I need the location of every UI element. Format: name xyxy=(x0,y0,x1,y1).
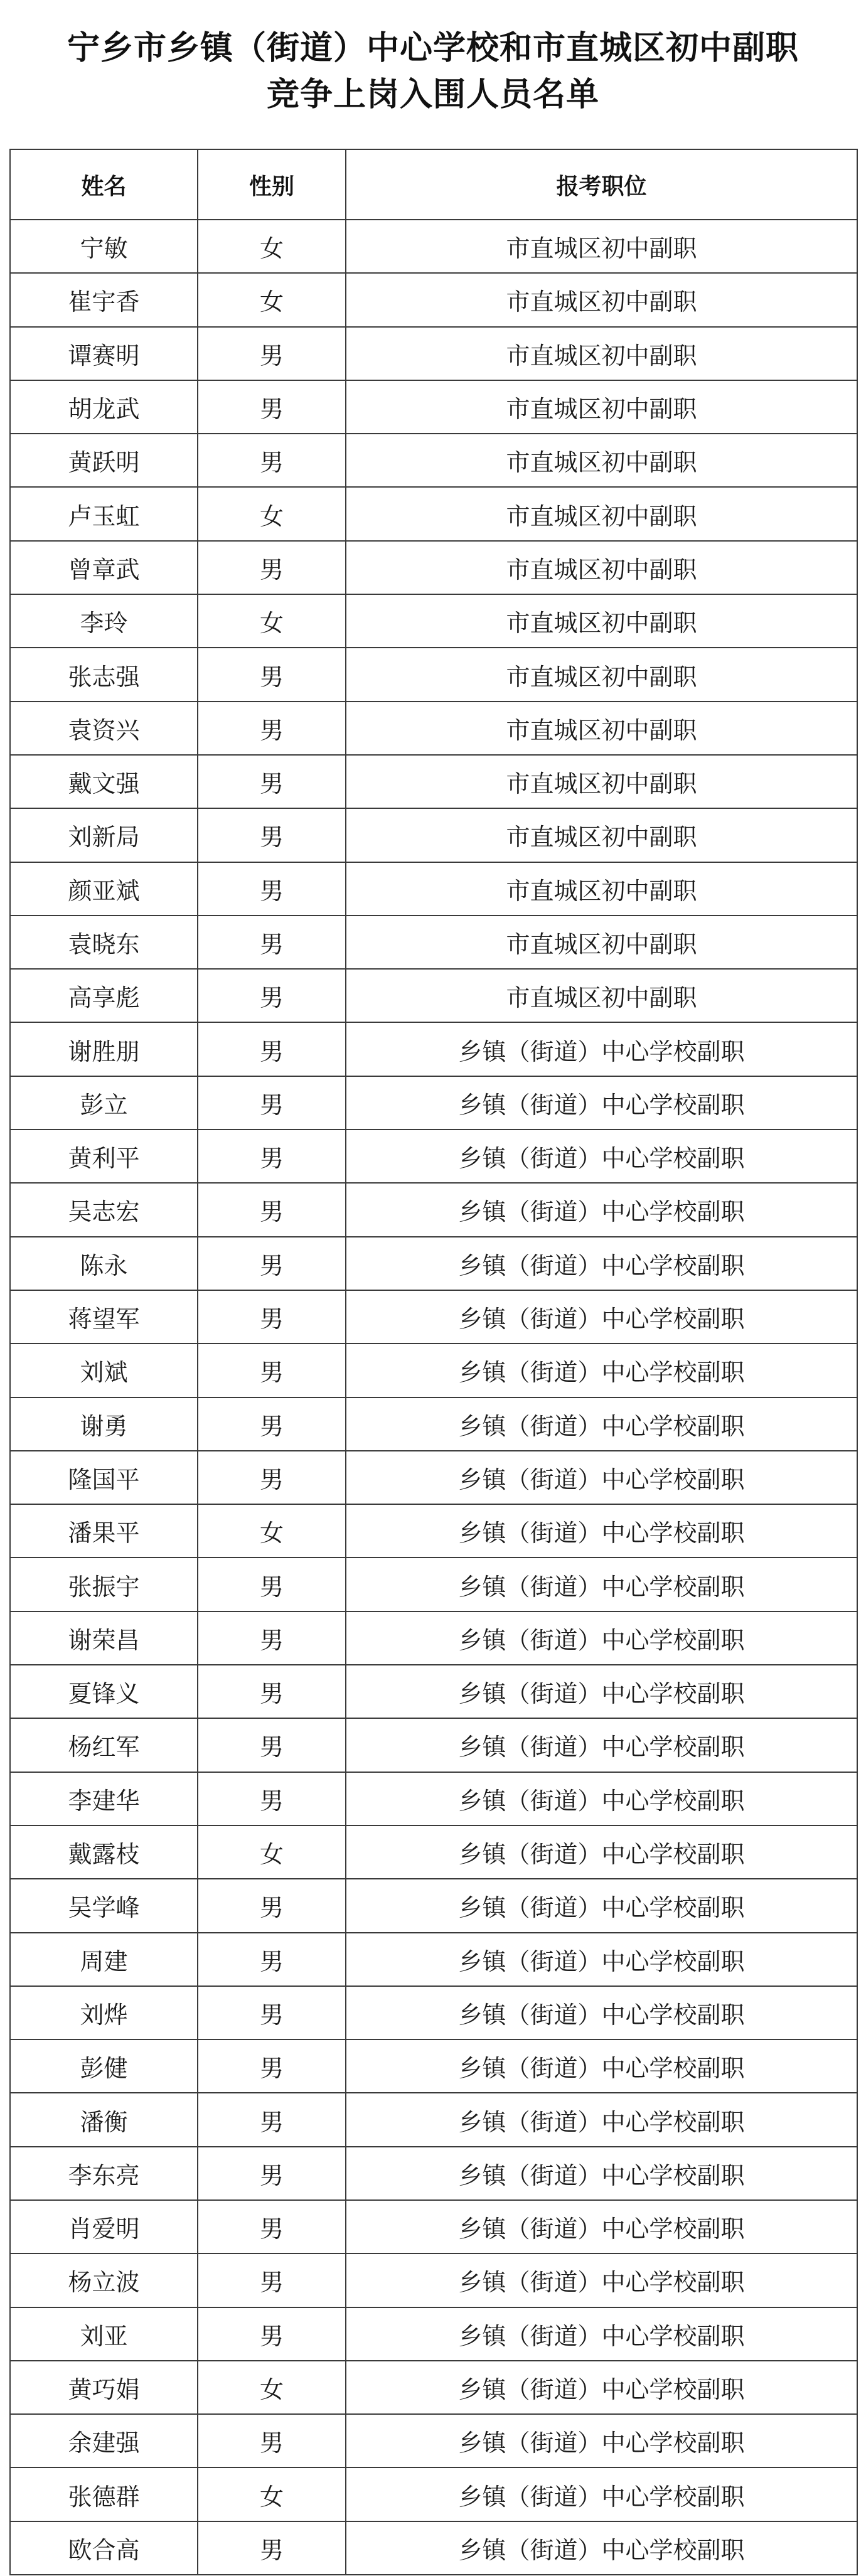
cell-name: 肖爱明 xyxy=(10,2200,198,2253)
candidate-table xyxy=(9,149,858,2575)
table-row xyxy=(10,1665,857,1718)
table-row xyxy=(10,969,857,1022)
table-row xyxy=(10,702,857,755)
cell-name: 陈永 xyxy=(10,1237,198,1290)
cell-name: 刘新局 xyxy=(10,808,198,862)
cell-position: 乡镇（街道）中心学校副职 xyxy=(346,2093,857,2146)
cell-position: 市直城区初中副职 xyxy=(346,808,857,862)
table-row xyxy=(10,1451,857,1504)
cell-name: 宁敏 xyxy=(10,220,198,273)
cell-position: 市直城区初中副职 xyxy=(346,702,857,755)
cell-position: 市直城区初中副职 xyxy=(346,380,857,434)
cell-gender: 女 xyxy=(198,487,346,540)
cell-position: 乡镇（街道）中心学校副职 xyxy=(346,1237,857,1290)
cell-gender: 男 xyxy=(198,1076,346,1130)
table-row xyxy=(10,220,857,273)
cell-position: 乡镇（街道）中心学校副职 xyxy=(346,1718,857,1772)
table-row xyxy=(10,1130,857,1183)
table-header-row xyxy=(10,149,857,220)
table-row xyxy=(10,1718,857,1772)
table-row xyxy=(10,1558,857,1611)
cell-name: 胡龙武 xyxy=(10,380,198,434)
cell-name: 高享彪 xyxy=(10,969,198,1022)
cell-name: 卢玉虹 xyxy=(10,487,198,540)
cell-gender: 女 xyxy=(198,2467,346,2521)
cell-position: 乡镇（街道）中心学校副职 xyxy=(346,1933,857,1986)
cell-name: 戴露枝 xyxy=(10,1825,198,1879)
cell-name: 袁晓东 xyxy=(10,916,198,969)
cell-name: 吴志宏 xyxy=(10,1183,198,1236)
cell-gender: 女 xyxy=(198,273,346,326)
table-row xyxy=(10,1022,857,1076)
cell-gender: 男 xyxy=(198,2414,346,2467)
cell-position: 乡镇（街道）中心学校副职 xyxy=(346,2039,857,2093)
cell-name: 谢荣昌 xyxy=(10,1611,198,1665)
cell-name: 袁资兴 xyxy=(10,702,198,755)
cell-gender: 女 xyxy=(198,220,346,273)
cell-name: 张志强 xyxy=(10,648,198,701)
cell-position: 乡镇（街道）中心学校副职 xyxy=(346,1504,857,1558)
cell-gender: 男 xyxy=(198,1986,346,2039)
cell-position: 乡镇（街道）中心学校副职 xyxy=(346,1772,857,1825)
table-row xyxy=(10,2039,857,2093)
cell-gender: 男 xyxy=(198,1130,346,1183)
cell-name: 欧合高 xyxy=(10,2521,198,2575)
cell-name: 潘衡 xyxy=(10,2093,198,2146)
cell-gender: 男 xyxy=(198,380,346,434)
cell-position: 乡镇（街道）中心学校副职 xyxy=(346,1879,857,1932)
cell-name: 曾章武 xyxy=(10,541,198,594)
cell-position: 市直城区初中副职 xyxy=(346,273,857,326)
cell-name: 黄利平 xyxy=(10,1130,198,1183)
column-header-position: 报考职位 xyxy=(346,149,857,220)
table-row xyxy=(10,648,857,701)
table-row xyxy=(10,916,857,969)
cell-gender: 男 xyxy=(198,702,346,755)
cell-gender: 男 xyxy=(198,1183,346,1236)
cell-gender: 男 xyxy=(198,2093,346,2146)
cell-gender: 男 xyxy=(198,916,346,969)
cell-name: 黄跃明 xyxy=(10,434,198,487)
cell-gender: 男 xyxy=(198,1344,346,1397)
cell-gender: 男 xyxy=(198,1451,346,1504)
table-row xyxy=(10,1772,857,1825)
cell-gender: 女 xyxy=(198,1825,346,1879)
table-row xyxy=(10,808,857,862)
cell-gender: 男 xyxy=(198,969,346,1022)
table-body xyxy=(10,220,857,2575)
table-row xyxy=(10,1237,857,1290)
cell-position: 市直城区初中副职 xyxy=(346,541,857,594)
cell-position: 乡镇（街道）中心学校副职 xyxy=(346,1183,857,1236)
table-row xyxy=(10,327,857,380)
cell-gender: 男 xyxy=(198,1665,346,1718)
cell-position: 市直城区初中副职 xyxy=(346,434,857,487)
table-row xyxy=(10,1611,857,1665)
cell-name: 刘亚 xyxy=(10,2307,198,2361)
cell-name: 余建强 xyxy=(10,2414,198,2467)
cell-name: 张德群 xyxy=(10,2467,198,2521)
cell-position: 乡镇（街道）中心学校副职 xyxy=(346,1076,857,1130)
cell-gender: 男 xyxy=(198,1558,346,1611)
table-row xyxy=(10,1933,857,1986)
cell-position: 市直城区初中副职 xyxy=(346,916,857,969)
cell-name: 杨立波 xyxy=(10,2253,198,2307)
cell-gender: 女 xyxy=(198,2361,346,2414)
cell-gender: 男 xyxy=(198,1718,346,1772)
cell-name: 张振宇 xyxy=(10,1558,198,1611)
cell-name: 谭赛明 xyxy=(10,327,198,380)
cell-position: 乡镇（街道）中心学校副职 xyxy=(346,1451,857,1504)
cell-name: 隆国平 xyxy=(10,1451,198,1504)
cell-name: 周建 xyxy=(10,1933,198,1986)
cell-position: 乡镇（街道）中心学校副职 xyxy=(346,1986,857,2039)
cell-position: 乡镇（街道）中心学校副职 xyxy=(346,1558,857,1611)
cell-gender: 男 xyxy=(198,1290,346,1344)
cell-position: 乡镇（街道）中心学校副职 xyxy=(346,2147,857,2200)
table-row xyxy=(10,755,857,808)
cell-name: 蒋望军 xyxy=(10,1290,198,1344)
cell-name: 黄巧娟 xyxy=(10,2361,198,2414)
cell-gender: 男 xyxy=(198,648,346,701)
cell-gender: 男 xyxy=(198,1933,346,1986)
cell-gender: 男 xyxy=(198,2521,346,2575)
cell-position: 乡镇（街道）中心学校副职 xyxy=(346,2307,857,2361)
cell-position: 市直城区初中副职 xyxy=(346,487,857,540)
cell-position: 乡镇（街道）中心学校副职 xyxy=(346,1611,857,1665)
cell-name: 谢胜朋 xyxy=(10,1022,198,1076)
cell-name: 刘烨 xyxy=(10,1986,198,2039)
cell-gender: 女 xyxy=(198,1504,346,1558)
cell-position: 乡镇（街道）中心学校副职 xyxy=(346,1398,857,1451)
cell-name: 彭健 xyxy=(10,2039,198,2093)
cell-position: 市直城区初中副职 xyxy=(346,220,857,273)
cell-gender: 男 xyxy=(198,1398,346,1451)
cell-gender: 男 xyxy=(198,2147,346,2200)
cell-position: 市直城区初中副职 xyxy=(346,327,857,380)
table-row xyxy=(10,1986,857,2039)
cell-position: 乡镇（街道）中心学校副职 xyxy=(346,1344,857,1397)
cell-position: 乡镇（街道）中心学校副职 xyxy=(346,1290,857,1344)
table-row xyxy=(10,2200,857,2253)
cell-position: 市直城区初中副职 xyxy=(346,862,857,916)
table-row xyxy=(10,2307,857,2361)
cell-position: 乡镇（街道）中心学校副职 xyxy=(346,1825,857,1879)
table-row xyxy=(10,862,857,916)
cell-gender: 女 xyxy=(198,594,346,648)
cell-position: 市直城区初中副职 xyxy=(346,969,857,1022)
cell-gender: 男 xyxy=(198,2307,346,2361)
cell-name: 谢勇 xyxy=(10,1398,198,1451)
cell-position: 乡镇（街道）中心学校副职 xyxy=(346,1665,857,1718)
column-header-gender: 性别 xyxy=(198,149,346,220)
table-row xyxy=(10,1398,857,1451)
table-row xyxy=(10,380,857,434)
table-row xyxy=(10,2414,857,2467)
table-row xyxy=(10,1879,857,1932)
cell-name: 戴文强 xyxy=(10,755,198,808)
cell-name: 杨红军 xyxy=(10,1718,198,1772)
cell-gender: 男 xyxy=(198,2253,346,2307)
table-row xyxy=(10,1344,857,1397)
cell-gender: 男 xyxy=(198,1772,346,1825)
cell-position: 市直城区初中副职 xyxy=(346,594,857,648)
cell-name: 夏锋义 xyxy=(10,1665,198,1718)
table-row xyxy=(10,1076,857,1130)
table-row xyxy=(10,273,857,326)
cell-gender: 男 xyxy=(198,327,346,380)
cell-gender: 男 xyxy=(198,2039,346,2093)
cell-position: 乡镇（街道）中心学校副职 xyxy=(346,2414,857,2467)
column-header-name: 姓名 xyxy=(10,149,198,220)
table-row xyxy=(10,2467,857,2521)
cell-gender: 男 xyxy=(198,1022,346,1076)
cell-name: 刘斌 xyxy=(10,1344,198,1397)
cell-gender: 男 xyxy=(198,862,346,916)
cell-name: 彭立 xyxy=(10,1076,198,1130)
cell-position: 乡镇（街道）中心学校副职 xyxy=(346,2200,857,2253)
cell-gender: 男 xyxy=(198,1879,346,1932)
cell-position: 乡镇（街道）中心学校副职 xyxy=(346,2521,857,2575)
table-row xyxy=(10,2361,857,2414)
cell-name: 李建华 xyxy=(10,1772,198,1825)
table-row xyxy=(10,2253,857,2307)
cell-name: 李玲 xyxy=(10,594,198,648)
cell-gender: 男 xyxy=(198,808,346,862)
title-line-1: 宁乡市乡镇（街道）中心学校和市直城区初中副职 xyxy=(67,29,799,67)
cell-position: 乡镇（街道）中心学校副职 xyxy=(346,2467,857,2521)
table-row xyxy=(10,434,857,487)
table-row xyxy=(10,594,857,648)
cell-name: 吴学峰 xyxy=(10,1879,198,1932)
cell-name: 李东亮 xyxy=(10,2147,198,2200)
table-row xyxy=(10,2147,857,2200)
table-row xyxy=(10,487,857,540)
cell-gender: 男 xyxy=(198,541,346,594)
cell-gender: 男 xyxy=(198,2200,346,2253)
cell-name: 潘果平 xyxy=(10,1504,198,1558)
title-line-2: 竞争上岗入围人员名单 xyxy=(266,76,599,114)
cell-name: 颜亚斌 xyxy=(10,862,198,916)
cell-name: 崔宇香 xyxy=(10,273,198,326)
cell-position: 乡镇（街道）中心学校副职 xyxy=(346,1022,857,1076)
cell-position: 乡镇（街道）中心学校副职 xyxy=(346,2361,857,2414)
cell-position: 市直城区初中副职 xyxy=(346,755,857,808)
cell-position: 市直城区初中副职 xyxy=(346,648,857,701)
table-row xyxy=(10,1504,857,1558)
page-title xyxy=(0,25,866,118)
table-row xyxy=(10,2521,857,2575)
table-row xyxy=(10,541,857,594)
table-row xyxy=(10,2093,857,2146)
table-row xyxy=(10,1183,857,1236)
cell-position: 乡镇（街道）中心学校副职 xyxy=(346,2253,857,2307)
cell-gender: 男 xyxy=(198,1237,346,1290)
cell-position: 乡镇（街道）中心学校副职 xyxy=(346,1130,857,1183)
cell-gender: 男 xyxy=(198,755,346,808)
table-row xyxy=(10,1290,857,1344)
cell-gender: 男 xyxy=(198,1611,346,1665)
cell-gender: 男 xyxy=(198,434,346,487)
table-row xyxy=(10,1825,857,1879)
